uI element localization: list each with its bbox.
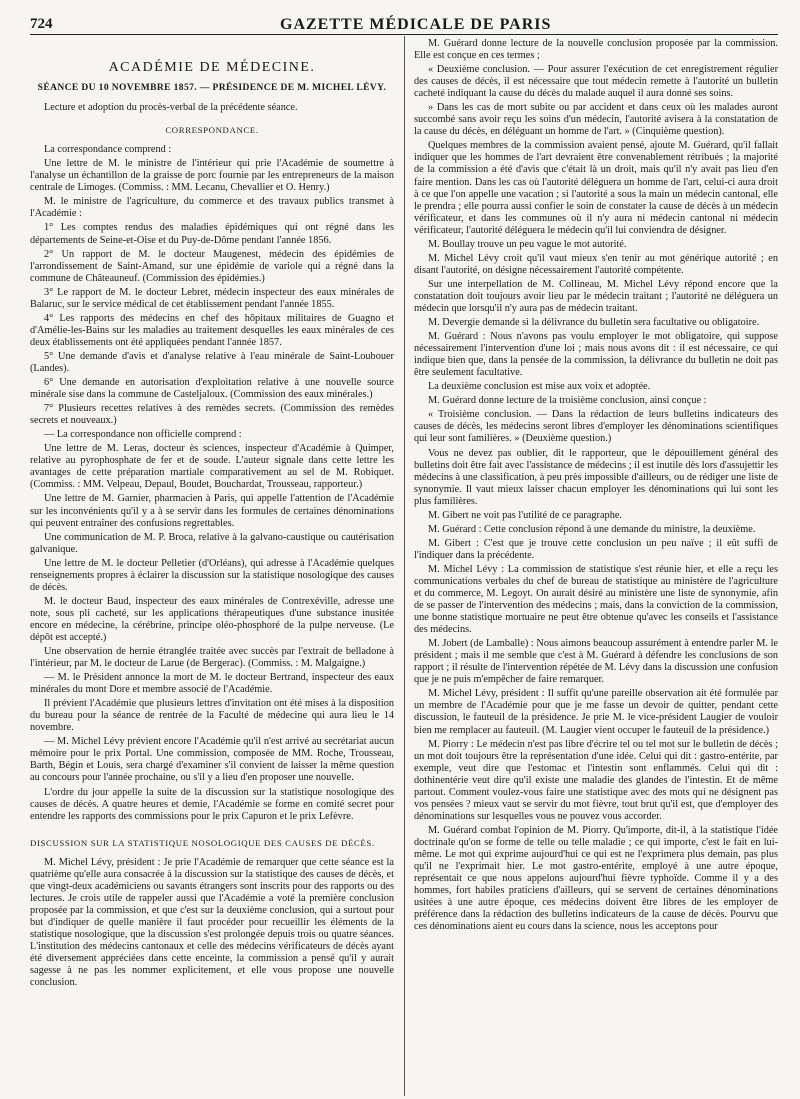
paragraph: M. Gibert ne voit pas l'utilité de ce paragraphe.	[428, 509, 622, 521]
paragraph: M. Piorry : Le médecin n'est pas libre d'écrire tel ou tel mot sur le bulletin de décès ; un mot doit toujours être la représentation d'une idée. Celui qui dit : gastro-entérite, par exemple, veut dire que l'estomac et l'intestin sont enflammés. Celui qui dit : dothinentérie veut dire qu'il existe une maladie des glandes de l'intestin. Et de même partout. Comment voulez-vous faire une statistique avec des mots qui ne désignent pas vos pensées ? mieux vaut se servir du mot fièvre, tout brut qu'il est, que d'employer des dénominations sur lesquelles vous ne pouvez vous accorder.	[414, 738, 778, 822]
paragraph: « Troisième conclusion. — Dans la rédaction de leurs bulletins indicateurs des causes de décès, les médecins seront libres d'employer les dénominations scientifiques qui leur sont familières. » (Deuxième question.)	[414, 409, 778, 445]
paragraph: Lecture et adoption du procès-verbal de la précédente séance.	[44, 102, 298, 114]
paragraph: M. Michel Lévy croit qu'il vaut mieux s'en tenir au mot générique autorité ; en disant l'autorité, on désigne nécessairement l'autorité compétente.	[414, 252, 778, 276]
paragraph: M. Michel Lévy, président : Il suffit qu'une pareille observation ait été formulée par un membre de l'Académie pour que je me fasse un devoir de quitter, pendant cette discussion, le fauteuil de la présidence. Je prie M. le vice-président Laugier de vouloir bien me remplacer au fauteuil. (M. Laugier vient occuper le fauteuil de la présidence.)	[414, 688, 778, 736]
paragraph: M. Guérard donne lecture de la troisième conclusion, ainsi conçue :	[428, 395, 707, 407]
paragraph: M. Devergie demande si la délivrance du bulletin sera facultative ou obligatoire.	[428, 317, 760, 329]
paragraph: « Deuxième conclusion. — Pour assurer l'exécution de cet enregistrement régulier des causes de décès, il est nécessaire que tout médecin remette à l'autorité un bulletin cacheté indiquant la cause du décès du malade auquel il aura donné ses soins.	[414, 64, 778, 100]
paragraph: M. Boullay trouve un peu vague le mot autorité.	[428, 238, 627, 250]
section-title: ACADÉMIE DE MÉDECINE.	[108, 60, 316, 75]
paragraph: M. Guérard : Nous n'avons pas voulu employer le mot obligatoire, qui suppose nécessairement l'intervention d'une loi ; mais nous avons dit : il est nécessaire, ce qui indique bien que, dans la pensée de la commission, la délivrance du bulletin ne doit pas être seulement facultative.	[414, 331, 778, 379]
paragraph: M. Guérard : Cette conclusion répond à une demande du ministre, la deuxième.	[428, 523, 756, 535]
paragraph: M. Michel Lévy : La commission de statistique s'est réunie hier, et elle a reçu les communications verbales du chef de bureau de statistique au ministère de l'agriculture et du commerce, M. Legoyt. On aurait désiré au ministère une liste de synonymie, afin de se passer de l'intervention des médecins ; mais, dans la conviction de la commission, une bonne statistique mortuaire ne peut être obtenue qu'avec les conseils et l'assistance des médecins.	[414, 563, 778, 636]
paragraph: M. le ministre de l'agriculture, du commerce et des travaux publics transmet à l'Académie :	[30, 196, 394, 220]
paragraph: Une communication de M. P. Broca, relative à la galvano-caustique ou cautérisation galvanique.	[30, 531, 394, 555]
paragraph: Une lettre de M. Leras, docteur ès sciences, inspecteur d'Académie à Quimper, relative au pyrophosphate de fer et de soude. L'auteur signale dans cette lettre les avantages de cette préparation martiale comparativement au sel de M. Robiquet. (Commiss. : MM. Velpeau, Depaul, Boudet, Bouchardat, Trousseau, rapporteur.)	[30, 443, 394, 491]
paragraph: Sur une interpellation de M. Collineau, M. Michel Lévy répond encore que la constatation doit toujours avoir lieu par le médecin traitant ; l'autorité ne déléguera un médecin que lorsqu'il n'y aura pas de médecin traitant.	[414, 278, 778, 314]
header-rule	[30, 34, 778, 35]
paragraph: Il prévient l'Académie que plusieurs lettres d'invitation ont été mises à la disposition du bureau pour la séance de rentrée de la Faculté de médecine qui aura lieu le 14 novembre.	[30, 698, 394, 734]
paragraph: — M. le Président annonce la mort de M. le docteur Bertrand, inspecteur des eaux minérales du mont Dore et membre associé de l'Académie.	[30, 672, 394, 696]
paragraph: Quelques membres de la commission avaient pensé, ajoute M. Guérard, qu'il fallait indiquer que les hommes de l'art devraient être convenablement rétribués ; la majorité de la commission a été d'avis que c'était là un droit, mais qu'il n'y avait pas lieu d'en faire mention. Dans les cas où l'autorité déléguera un homme de l'art, celui-ci aura droit à ce que l'on appelle une vacation ; si l'autorité a sous la main un médecin cantonal, elle le prendra ; elle pourra aussi confier le soin de constater la cause de décès à un médecin vérificateur, et dans les communes où il n'y aura ni médecin cantonal ni médecin vérificateur, l'autorité déléguera le médecin qu'il lui conviendra de désigner.	[414, 140, 778, 236]
column-divider	[404, 36, 405, 1096]
paragraph: M. Gibert : C'est que je trouve cette conclusion un peu naïve ; il eût suffi de l'indiquer dans la précédente.	[414, 537, 778, 561]
paragraph: 4° Les rapports des médecins en chef des hôpitaux militaires de Guagno et d'Amélie-les-Bains sur les maladies au traitement desquelles les eaux minérales de ces deux établissements ont été appliquées pendant l'année 1857.	[30, 312, 394, 348]
paragraph: 2° Un rapport de M. le docteur Maugenest, médecin des épidémies de l'arrondissement de Saint-Amand, sur une épidémie de variole qui a régné dans la commune de Châteauneuf. (Commission des épidémies.)	[30, 248, 394, 284]
paragraph: M. Guérard combat l'opinion de M. Piorry. Qu'importe, dit-il, à la statistique l'idée doctrinale qu'on se forme de telle ou telle maladie ; ce qui importe, c'est le fait en lui-même. Le mot qui exprime aujourd'hui ce qui est ne l'exprimera plus demain, pas plus qu'il ne l'exprimait hier. Le mot gastro-entérite, employé à une autre époque, représentait ce que nous appelons aujourd'hui fièvre typhoïde. Comme il y a des hommes, fort habiles praticiens d'ailleurs, qui se servent de certaines dénominations usitées à une autre époque, ces médecins doivent être libres de les employer de préférence dans la rédaction des bulletins indicateurs de la cause de décès. Pourvu que ces dénominations aient eu cours dans la science, nous les acceptons pour	[414, 824, 778, 933]
page-number: 724	[30, 16, 53, 32]
seance-line: SÉANCE DU 10 NOVEMBRE 1857. — PRÉSIDENCE DE M. MICHEL LÉVY.	[37, 83, 387, 94]
paragraph: Une observation de hernie étranglée traitée avec succès par l'extrait de belladone à l'intérieur, par M. le docteur de Larue (de Bergerac). (Commiss. : M. Malgaigne.)	[30, 646, 394, 670]
paragraph: » Dans les cas de mort subite ou par accident et dans ceux où les malades auront succombé sans avoir reçu les soins d'un médecin, l'autorité avisera à la constatation de la cause du décès, en déléguant un homme de l'art. » (Cinquième question).	[414, 102, 778, 138]
paragraph: La correspondance comprend :	[44, 144, 172, 156]
right-column	[414, 38, 778, 1098]
paragraph: M. Michel Lévy, président : Je prie l'Académie de remarquer que cette séance est la quatrième qu'elle aura consacrée à la discussion sur la statistique des causes de décès, et que vingt-deux académiciens ou savants étrangers sont inscrits pour des rapports ou des lectures. Je crois utile de rappeler aussi que l'Académie a voté la première conclusion proposée par la commission, et que c'est sur la deuxième conclusion, qui a surtout pour but d'indiquer de quelle manière il faut procéder pour recueillir les éléments de la statistique nosologique, que la discussion s'est prolongée depuis trois ou quatre séances. L'institution des médecins cantonaux et celle des médecins vérificateurs de décès ayant été diversement appréciées dans cette enceinte, la commission a pensé qu'il y aurait sagesse à ne pas les nommer explicitement, et elle vous propose une nouvelle conclusion.	[30, 856, 394, 989]
paragraph: 5° Une demande d'avis et d'analyse relative à l'eau minérale de Saint-Loubouer (Landes).	[30, 350, 394, 374]
paragraph: 3° Le rapport de M. le docteur Lebret, médecin inspecteur des eaux minérales de Balaruc, sur le service médical de cet établissement pendant l'année 1855.	[30, 286, 394, 310]
paragraph: Une lettre de M. le ministre de l'intérieur qui prie l'Académie de soumettre à l'analyse un échantillon de la graisse de porc fournie par les entrepreneurs de la maison centrale de Limoges. (Commiss. : MM. Lecanu, Chevallier et O. Henry.)	[30, 158, 394, 194]
left-column	[30, 38, 394, 1098]
paragraph: M. le docteur Baud, inspecteur des eaux minérales de Contrexéville, adresse une note, sous pli cacheté, sur les applications thérapeutiques d'une substance inusitée encore en médecine, la cérébrine, principe oléo-phosphoré de la pulpe nerveuse. (Le dépôt est accepté.)	[30, 595, 394, 643]
paragraph: Vous ne devez pas oublier, dit le rapporteur, que le dépouillement général des bulletins doit être fait avec l'assistance de médecins ; il est inutile dès lors d'assujettir les médecins à une classification, à peu près impossible d'ailleurs, ou de rédiger une liste de synonymie. Il vaut mieux laisser chacun employer les dénominations qui lui sont les plus familières.	[414, 447, 778, 507]
paragraph: 7° Plusieurs recettes relatives à des remèdes secrets. (Commission des remèdes secrets et nouveaux.)	[30, 403, 394, 427]
subheading-discussion: DISCUSSION SUR LA STATISTIQUE NOSOLOGIQUE DES CAUSES DE DÉCÈS.	[30, 837, 375, 848]
paragraph: M. Jobert (de Lamballe) : Nous aimons beaucoup assurément à entendre parler M. le président ; mais il me semble que c'est à M. Guérard à défendre les conclusions de son rapport ; il résulte de l'intervention répétée de M. Lévy dans la discussion une confusion que je ne puis m'empêcher de faire remarquer.	[414, 638, 778, 686]
paragraph: M. Guérard donne lecture de la nouvelle conclusion proposée par la commission. Elle est conçue en ces termes ;	[414, 38, 778, 62]
paragraph: — La correspondance non officielle comprend :	[44, 429, 242, 441]
paragraph: Une lettre de M. Garnier, pharmacien à Paris, qui appelle l'attention de l'Académie sur les inconvénients qu'il y a à se servir dans les formules de certaines dénominations qui peuvent entraîner des confusions regrettables.	[30, 493, 394, 529]
page-header	[30, 6, 775, 32]
paragraph: 1° Les comptes rendus des maladies épidémiques qui ont régné dans les départements de Seine-et-Oise et du Puy-de-Dôme pendant l'année 1856.	[30, 222, 394, 246]
paragraph: Une lettre de M. le docteur Pelletier (d'Orléans), qui adresse à l'Académie quelques renseignements propres à éclairer la discussion sur la statistique nosologique des causes de décès.	[30, 557, 394, 593]
paragraph: La deuxième conclusion est mise aux voix et adoptée.	[428, 381, 651, 393]
paragraph: L'ordre du jour appelle la suite de la discussion sur la statistique nosologique des causes de décès. A quatre heures et demie, l'Académie se forme en comité secret pour entendre les rapports des commissions pour le prix Capuron et le prix Lefèvre.	[30, 786, 394, 822]
running-title: GAZETTE MÉDICALE DE PARIS	[280, 16, 552, 33]
paragraph: — M. Michel Lévy prévient encore l'Académie qu'il n'est arrivé au secrétariat aucun mémoire pour le prix Portal. Une commission, composée de MM. Roche, Trousseau, Barth, Bégin et Louis, sera chargé d'examiner s'il convient de laisser la même question au concours pour l'année prochaine, ou s'il y a lieu d'en proposer une nouvelle.	[30, 736, 394, 784]
subheading-correspondance: CORRESPONDANCE.	[165, 125, 259, 136]
paragraph: 6° Une demande en autorisation d'exploitation relative à une nouvelle source minérale sise dans la commune de Casteljaloux. (Commission des eaux minérales.)	[30, 377, 394, 401]
